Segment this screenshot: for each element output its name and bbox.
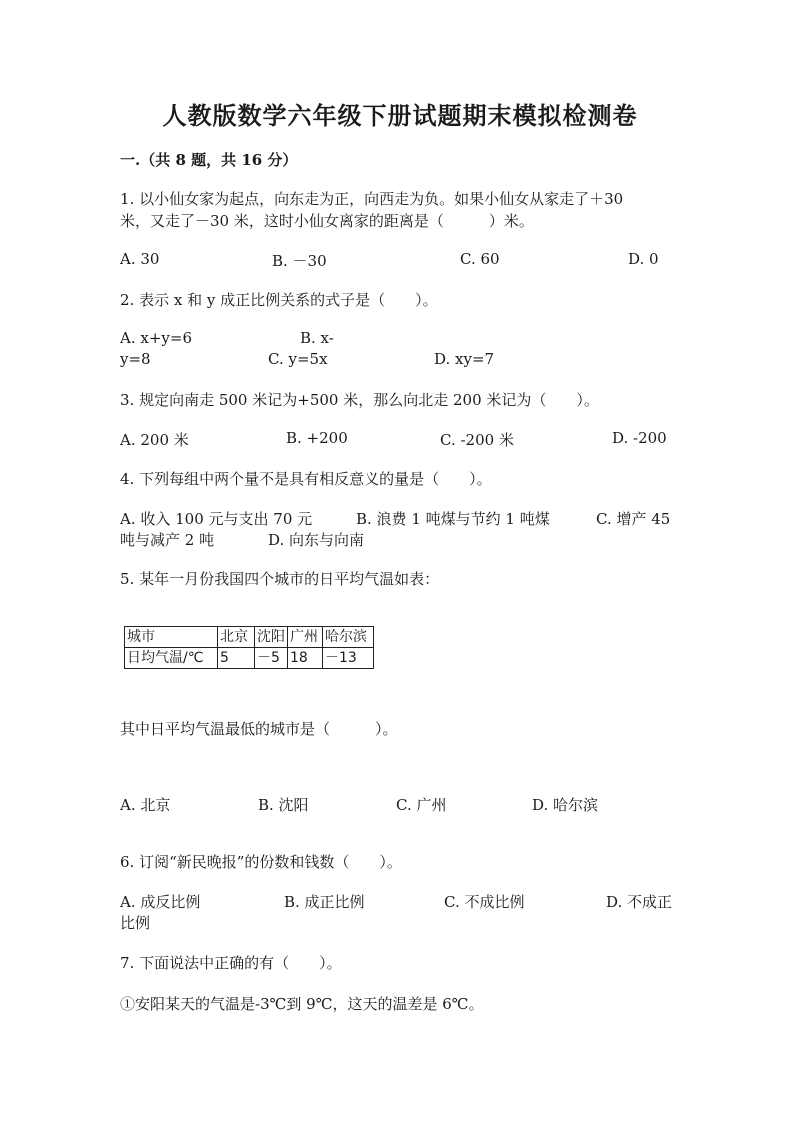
q4-option-c: C. 增产 45 <box>596 510 671 528</box>
table-header-cell: 广州 <box>288 627 323 648</box>
q4-option-d: D. 向东与向南 <box>268 531 365 549</box>
q2-option-b-cont: y=8 <box>120 350 151 368</box>
q6-option-a: A. 成反比例 <box>120 893 201 911</box>
table-header-cell: 北京 <box>218 627 255 648</box>
q5-option-d: D. 哈尔滨 <box>532 796 599 814</box>
table-header-row <box>125 627 374 648</box>
q1-option-b: B. －30 <box>272 252 327 270</box>
q5-option-c: C. 广州 <box>396 796 447 814</box>
temperature-table <box>124 626 374 669</box>
question-2-stem: 2. 表示 x 和 y 成正比例关系的式子是（ ）。 <box>120 291 438 309</box>
q1-option-c: C. 60 <box>460 250 500 268</box>
q3-option-a: A. 200 米 <box>120 431 189 449</box>
q4-option-b: B. 浪费 1 吨煤与节约 1 吨煤 <box>356 510 550 528</box>
table-header-cell: 沈阳 <box>255 627 288 648</box>
q3-option-d: D. -200 <box>612 429 667 447</box>
q5-option-b: B. 沈阳 <box>258 796 309 814</box>
q6-option-b: B. 成正比例 <box>284 893 365 911</box>
q2-option-b: B. x- <box>300 329 334 347</box>
question-5-question: 其中日平均气温最低的城市是（ ）。 <box>120 720 398 738</box>
table-header-cell: 哈尔滨 <box>323 627 374 648</box>
question-6-stem: 6. 订阅“新民晚报”的份数和钱数（ ）。 <box>120 853 402 871</box>
q4-option-a: A. 收入 100 元与支出 70 元 <box>120 510 313 528</box>
question-5-stem: 5. 某年一月份我国四个城市的日平均气温如表： <box>120 570 440 588</box>
q4-option-c-cont: 吨与减产 2 吨 <box>120 531 215 549</box>
q3-option-c: C. -200 米 <box>440 431 514 449</box>
q5-option-a: A. 北京 <box>120 796 171 814</box>
q1-option-d: D. 0 <box>628 250 659 268</box>
question-4-stem: 4. 下列每组中两个量不是具有相反意义的量是（ ）。 <box>120 470 492 488</box>
table-row <box>125 648 374 669</box>
q2-option-d: D. xy=7 <box>434 350 495 368</box>
table-cell: 日均气温/℃ <box>125 648 218 669</box>
q6-option-d-cont: 比例 <box>120 914 151 932</box>
table-header-cell: 城市 <box>125 627 218 648</box>
table-cell: －5 <box>255 648 288 669</box>
question-7-item-1: ①安阳某天的气温是-3℃到 9℃，这天的温差是 6℃。 <box>120 995 484 1013</box>
question-1-line2: 米，又走了－30 米，这时小仙女离家的距离是（ ）米。 <box>120 212 534 230</box>
table-cell: 18 <box>288 648 323 669</box>
question-3-stem: 3. 规定向南走 500 米记为+500 米，那么向北走 200 米记为（ ）。 <box>120 391 599 409</box>
q2-option-a: A. x+y=6 <box>120 329 192 347</box>
page-title: 人教版数学六年级下册试题期末模拟检测卷 <box>162 101 638 130</box>
question-1-line1: 1. 以小仙女家为起点，向东走为正，向西走为负。如果小仙女从家走了＋30 <box>120 190 624 208</box>
q1-option-a: A. 30 <box>120 250 160 268</box>
question-7-stem: 7. 下面说法中正确的有（ ）。 <box>120 954 342 972</box>
q2-option-c: C. y=5x <box>268 350 328 368</box>
q6-option-d: D. 不成正 <box>606 893 673 911</box>
table-cell: 5 <box>218 648 255 669</box>
section-heading: 一.（共 8 题，共 16 分） <box>120 151 298 169</box>
q3-option-b: B. +200 <box>286 429 348 447</box>
q6-option-c: C. 不成比例 <box>444 893 525 911</box>
table-cell: －13 <box>323 648 374 669</box>
